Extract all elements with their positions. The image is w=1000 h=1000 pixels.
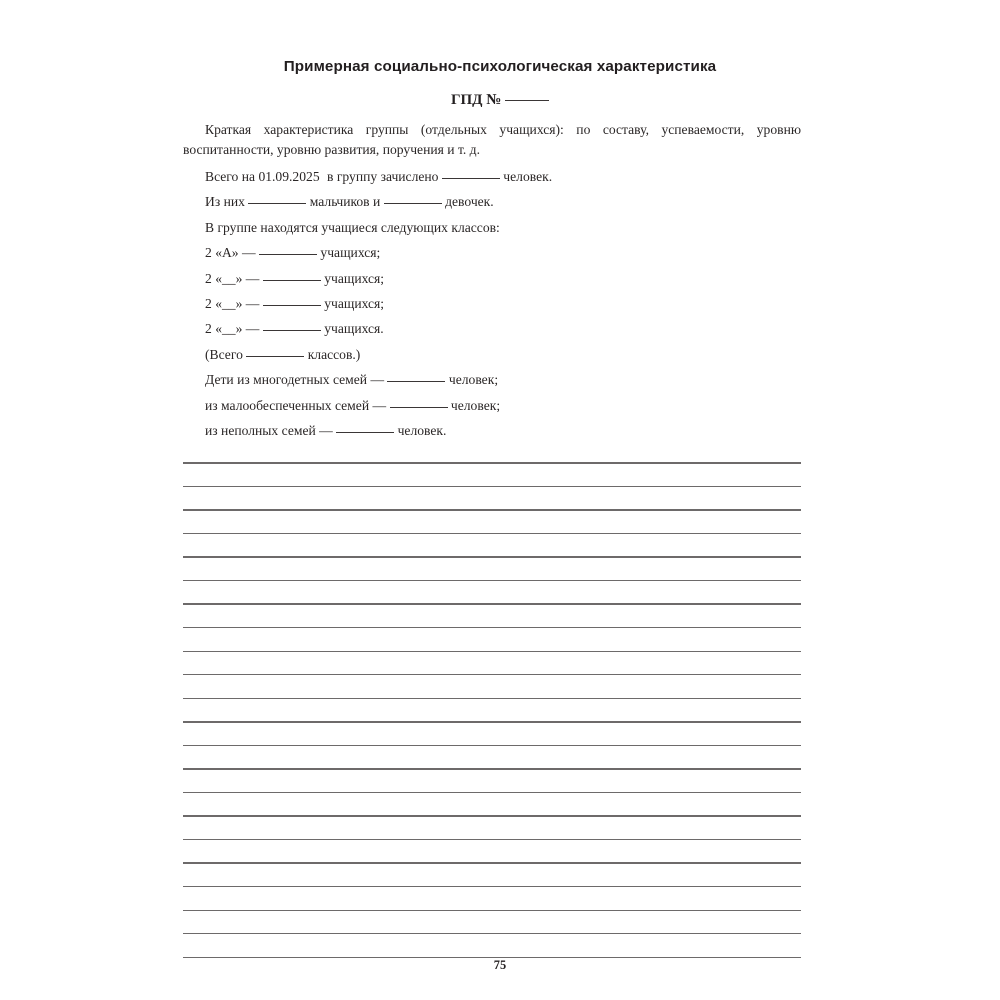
family-row-count-blank[interactable]: [390, 407, 448, 408]
class-row-suffix: учащихся;: [324, 295, 385, 311]
writing-line[interactable]: [183, 511, 801, 535]
writing-line[interactable]: [183, 746, 801, 770]
class-row-label: 2 «А» —: [205, 245, 256, 261]
family-row: [183, 396, 801, 416]
classes-total-prefix: (Всего: [205, 346, 243, 362]
writing-line[interactable]: [183, 440, 801, 464]
writing-line[interactable]: [183, 911, 801, 935]
class-row-label: 2 «__» —: [205, 295, 260, 311]
family-row-prefix: Дети из многодетных семей —: [205, 372, 385, 388]
writing-line[interactable]: [183, 770, 801, 794]
writing-line[interactable]: [183, 581, 801, 605]
writing-line[interactable]: [183, 699, 801, 723]
class-row: [183, 243, 801, 263]
writing-line[interactable]: [183, 487, 801, 511]
writing-line[interactable]: [183, 534, 801, 558]
class-row: [183, 319, 801, 339]
writing-line[interactable]: [183, 628, 801, 652]
total-enrolled-blank[interactable]: [442, 178, 500, 179]
group-number-blank[interactable]: [505, 100, 549, 101]
class-row: [183, 269, 801, 289]
boys-count-blank[interactable]: [248, 203, 306, 204]
writing-line[interactable]: [183, 675, 801, 699]
writing-line[interactable]: [183, 723, 801, 747]
family-row-suffix: человек.: [397, 422, 447, 438]
family-row-suffix: человек;: [450, 397, 501, 413]
family-row-count-blank[interactable]: [336, 432, 394, 433]
class-row-label: 2 «__» —: [205, 321, 260, 337]
writing-line[interactable]: [183, 864, 801, 888]
intro-paragraph: Краткая характеристика группы (отдельных учащихся): по составу, успеваемости, уровню воспитанности, уровню развития, поручения и т. д.: [183, 122, 801, 157]
class-row-label: 2 «__» —: [205, 270, 260, 286]
writing-line[interactable]: [183, 605, 801, 629]
group-number-label: ГПД №: [450, 92, 502, 108]
writing-line[interactable]: [183, 817, 801, 841]
family-row-suffix: человек;: [448, 372, 499, 388]
group-number-heading: [0, 92, 1000, 109]
total-enrolled-prefix: Всего на 01.09.2025: [205, 169, 320, 184]
family-row-prefix: из неполных семей —: [205, 422, 333, 438]
writing-line[interactable]: [183, 793, 801, 817]
class-row-count-blank[interactable]: [263, 330, 321, 331]
ruled-writing-area[interactable]: [183, 440, 801, 958]
gender-split-line: [183, 192, 801, 212]
class-row-suffix: учащихся.: [324, 321, 384, 337]
writing-line[interactable]: [183, 652, 801, 676]
classes-total-line: [183, 345, 801, 365]
class-row-count-blank[interactable]: [263, 305, 321, 306]
total-enrolled-suffix: человек.: [503, 169, 553, 184]
writing-line[interactable]: [183, 464, 801, 488]
family-row: [183, 370, 801, 390]
class-row-suffix: учащихся;: [324, 270, 385, 286]
classes-header: В группе находятся учащиеся следующих классов:: [205, 219, 500, 235]
page-number: 75: [493, 958, 507, 972]
total-enrolled-middle: в группу зачислено: [327, 169, 439, 184]
writing-line[interactable]: [183, 887, 801, 911]
girls-count-blank[interactable]: [384, 203, 442, 204]
classes-total-suffix: классов.): [307, 346, 361, 362]
writing-line[interactable]: [183, 558, 801, 582]
gender-split-middle: мальчиков и: [309, 194, 381, 210]
classes-total-blank[interactable]: [246, 356, 304, 357]
family-row-prefix: из малообеспеченных семей —: [205, 397, 387, 413]
gender-split-suffix: девочек.: [445, 194, 494, 210]
family-row: [183, 421, 801, 441]
writing-line[interactable]: [183, 934, 801, 958]
gender-split-prefix: Из них: [205, 194, 245, 210]
document-body: [183, 120, 801, 446]
class-row-suffix: учащихся;: [320, 245, 381, 261]
class-row: [183, 294, 801, 314]
class-row-count-blank[interactable]: [259, 254, 317, 255]
page-title: Примерная социально-психологическая характеристика: [283, 58, 717, 75]
family-row-count-blank[interactable]: [387, 381, 445, 382]
total-enrolled-line: [183, 167, 801, 187]
writing-line[interactable]: [183, 840, 801, 864]
class-row-count-blank[interactable]: [263, 280, 321, 281]
